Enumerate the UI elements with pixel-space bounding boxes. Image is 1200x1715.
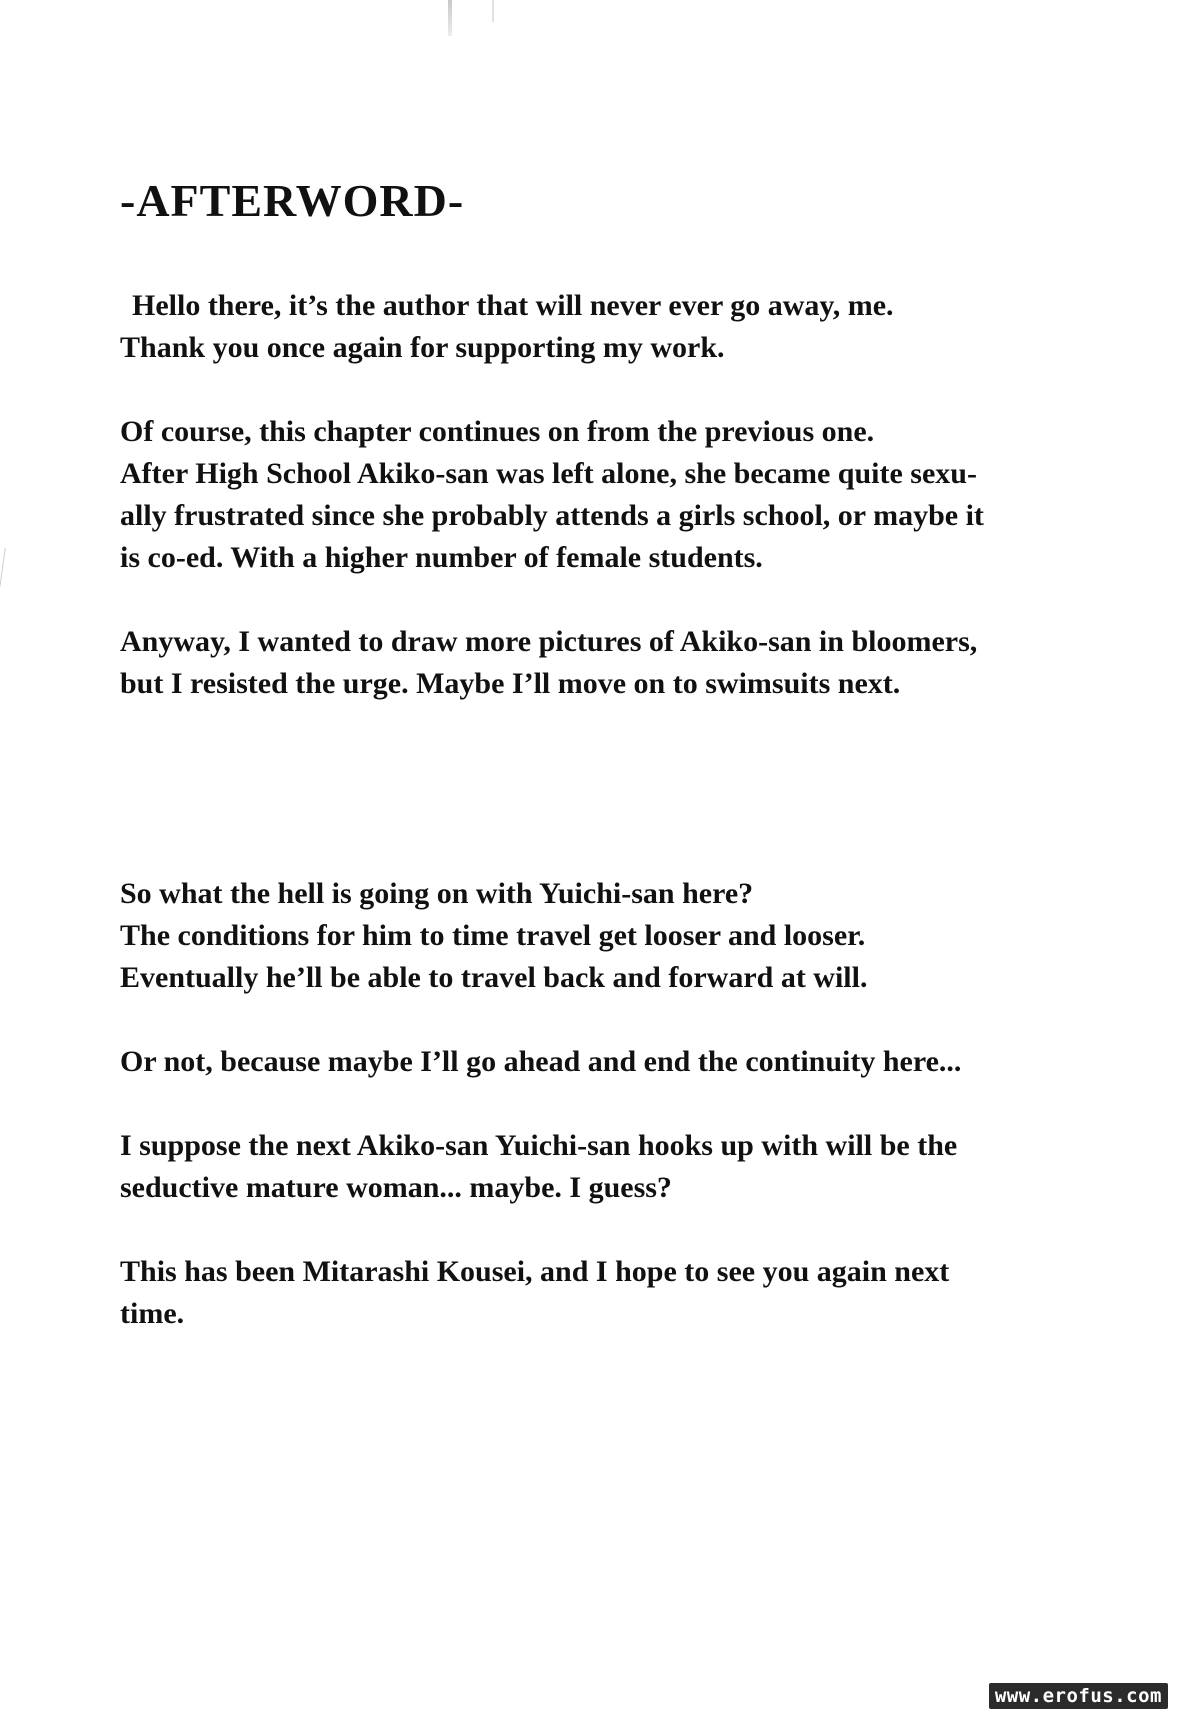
text-line: but I resisted the urge. Maybe I’ll move on to swimsuits next.	[120, 667, 901, 700]
text-line: Hello there, it’s the author that will never ever go away, me.	[132, 289, 894, 322]
text-line: Of course, this chapter continues on from the previous one.	[120, 415, 875, 448]
paragraph-signoff	[120, 1251, 1160, 1335]
paragraph-next-akiko	[120, 1125, 1160, 1209]
paragraph-bloomers	[120, 621, 1160, 705]
text-line: Or not, because maybe I’ll go ahead and end the continuity here...	[120, 1045, 962, 1078]
text-line: This has been Mitarashi Kousei, and I hope to see you again next	[120, 1255, 950, 1288]
paragraph-time-travel	[120, 873, 1160, 999]
scan-artifact	[0, 548, 12, 589]
scan-artifact	[448, 0, 452, 36]
text-line: So what the hell is going on with Yuichi-san here?	[120, 877, 754, 910]
text-line: Thank you once again for supporting my work.	[120, 331, 725, 364]
text-line: ally frustrated since she probably attends a girls school, or maybe it	[120, 499, 984, 532]
text-line: Anyway, I wanted to draw more pictures of Akiko-san in bloomers,	[120, 625, 978, 658]
text-line: The conditions for him to time travel get looser and looser.	[120, 919, 866, 952]
afterword-body	[120, 285, 1160, 1377]
paragraph-continuity	[120, 1041, 1160, 1083]
watermark: www.erofus.com	[989, 1683, 1168, 1709]
text-line: After High School Akiko-san was left alone, she became quite sexu-	[120, 457, 977, 490]
scan-artifact	[492, 0, 494, 22]
text-line: time.	[120, 1297, 185, 1330]
paragraph-greeting	[120, 285, 1160, 369]
text-line: I suppose the next Akiko-san Yuichi-san hooks up with will be the	[120, 1129, 958, 1162]
text-line: seductive mature woman... maybe. I guess?	[120, 1171, 672, 1204]
text-line: Eventually he’ll be able to travel back and forward at will.	[120, 961, 868, 994]
paragraph-chapter	[120, 411, 1160, 579]
page-title: -AFTERWORD-	[120, 175, 465, 226]
text-line: is co-ed. With a higher number of female students.	[120, 541, 763, 574]
